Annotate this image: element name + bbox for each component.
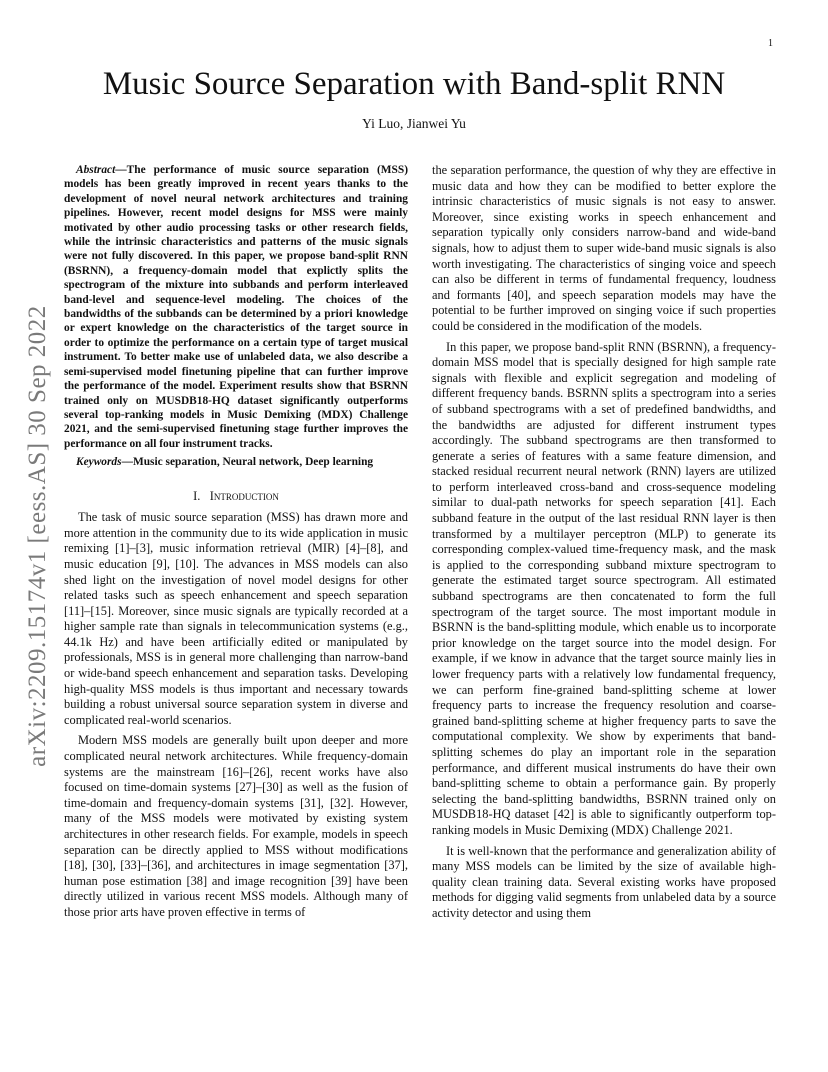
body-paragraph: Modern MSS models are generally built upon deeper and more complicated neural network architectures. While frequency-domain systems are the mainstream [16]–[26], recent works have also focused on time-domain systems [27]–[30] as well as the fusion of time-domain and frequency-domain systems [31], [32]. However, many of the MSS models were motivated by existing system architectures in other research fields. For example, models in speech separation can be directly applied to MSS without modifications [18], [30], [33]–[36], and architectures in image segmentation [37], human pose estimation [38] and image recognition [39] have been directly utilized in various recent MSS models. Although many of those prior arts have proven effective in terms of — [64, 733, 408, 919]
left-column — [64, 163, 408, 926]
section-heading-introduction — [64, 489, 408, 505]
right-column — [432, 163, 776, 927]
abstract-label: Abstract — [76, 164, 116, 176]
keywords-text: —Music separation, Neural network, Deep learning — [121, 456, 374, 469]
page-number: 1 — [768, 38, 773, 49]
body-paragraph: It is well-known that the performance and generalization ability of many MSS models can be limited by the size of available high-quality clean training data. Several existing works have proposed methods for digging valid segments from unlabeled data by a source activity detector and using them — [432, 843, 776, 920]
paper-title: Music Source Separation with Band-split RNN — [102, 66, 726, 102]
keywords — [64, 455, 408, 469]
abstract — [64, 163, 408, 451]
body-paragraph: The task of music source separation (MSS) has drawn more and more attention in the community due to its wide application in music remixing [1]–[3], music information retrieval (MIR) [4]–[8], and music education [9], [10]. The advances in MSS models can also shed light on the investigation of novel model designs for other related tasks such as speech enhancement and speech separation [11]–[15]. Moreover, since music signals are typically recorded at a higher sample rate than signals in telecommunication systems (e.g., 44.1k Hz) and have been artificially edited or manipulated by professionals, MSS is in general more challenging than narrow-band or wide-band speech enhancement and separation tasks. Developing high-quality MSS models is thus important and necessary towards building a robust universal source separation system in diverse and complicated real-world scenarios. — [64, 510, 408, 727]
section-number: I. — [193, 488, 201, 503]
keywords-label: Keywords — [76, 456, 122, 469]
body-paragraph: In this paper, we propose band-split RNN (BSRNN), a frequency-domain MSS model that is specially designed for high sample rate signals with flexible and explicit segregation and modeling of different frequency bands. BSRNN splits a spectrogram into a series of subband spectrograms with a set of predefined bandwidths, and the bandwidths are adjusted for different instrument types accordingly. The subband spectrograms are then transformed to generate a series of features with a same feature dimension, and stacked residual recurrent neural network (RNN) layers are utilized to perform interleaved cross-band and cross-sequence modeling similar to dual-path networks for speech separation [41]. Each subband feature in the output of the last residual RNN layer is then transformed by a multilayer perceptron (MLP) to generate its corresponding complex-valued time-frequency mask, and the mask is applied to the corresponding subband mixture spectrogram to generate the estimated target source spectrogram. All estimated subband spectrograms are then concatenated to form the full spectrogram of the target source. The most important module in BSRNN is the band-splitting module, which enable us to incorporate prior knowledge on the target source into the model design. For example, if we know in advance that the target source mainly lies in lower frequency parts with a relatively low fundamental frequency, we can perform fine-grained band-splitting scheme at lower frequency parts to increase the frequency resolution and coarse-grained band-splitting scheme at higher frequency parts to save the computational complexity. We show by experiments that band-splitting schemes do play an important role in the separation performance, and different musical instruments do have their own band-splitting scheme to obtain a performance gain. By properly selecting the band-splitting bandwidths, BSRNN trained only on MUSDB18-HQ dataset [42] is able to significantly outperform top-ranking models in Music Demixing (MDX) Challenge 2021. — [432, 339, 776, 837]
abstract-text: —The performance of music source separation (MSS) models has been greatly improved in recent years thanks to the development of novel neural network architectures and training pipelines. However, recent model designs for MSS were mainly motivated by other audio processing tasks or other research fields, while the intrinsic characteristics and patterns of the music signals were not fully discovered. In this paper, we propose band-split RNN (BSRNN), a frequency-domain model that explictly splits the spectrogram of the mixture into subbands and perform interleaved band-level and sequence-level modeling. The choices of the bandwidths of the subbands can be determined by a priori knowledge or expert knowledge on the characteristics of the target source in order to optimize the performance on a certain type of target musical instrument. To better make use of unlabeled data, we also describe a semi-supervised model finetuning pipeline that can further improve the performance of the model. Experiment results show that BSRNN trained only on MUSDB18-HQ dataset significantly outperforms several top-ranking models in Music Demixing (MDX) Challenge 2021, and the semi-supervised finetuning stage further improves the performance on all four instrument tracks. — [64, 164, 408, 450]
paper-authors: Yi Luo, Jianwei Yu — [362, 116, 466, 131]
arxiv-identifier-stamp: arXiv:2209.15174v1 [eess.AS] 30 Sep 2022 — [24, 305, 51, 767]
section-title: Introduction — [209, 488, 279, 503]
body-paragraph: the separation performance, the question of why they are effective in music data and how they can be modified to better explore the intrinsic characteristics of music signals is not easy to answer. Moreover, since existing works in speech enhancement and separation typically only considers narrow-band and wide-band signals, how to adjust them to super wide-band music signals is also worth investigating. The characteristics of singing voice and speech can also be different in terms of fundamental frequency, loudness and formants [40], and speech separation models may have the potential to be further improved on singing voice if such properties could be considered in the modification of the models. — [432, 163, 776, 333]
